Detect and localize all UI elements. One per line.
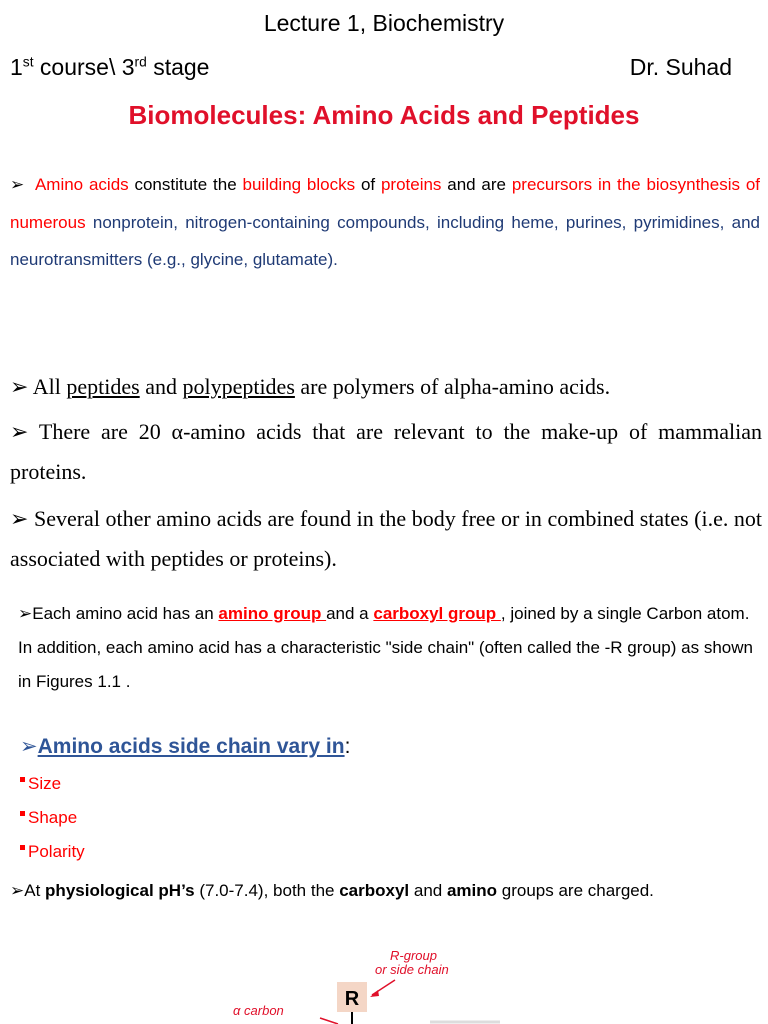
term-building-blocks: building blocks (242, 175, 356, 194)
course-superscript: st (22, 54, 34, 70)
paragraph-text: (7.0-7.4), both the (194, 881, 340, 900)
bullet-text: Several other amino acids are found in the body free or in combined states (i.e. not associated with peptides or proteins). (10, 506, 762, 571)
lecture-title: Lecture 1, Biochemistry (263, 10, 505, 36)
intro-compounds-text: nonprotein, nitrogen-containing compounds, including heme, purines, pyrimidines, and neurotransmitters (e.g., glycine, glutamate). (10, 213, 760, 269)
paragraph-text: and (409, 881, 447, 900)
course-stage-line (10, 54, 209, 81)
bullet-other-amino-acids (10, 499, 762, 578)
paragraph-text: At (24, 881, 46, 900)
figure-alpha-arrow (320, 1018, 338, 1024)
list-item-text: Shape (28, 808, 78, 827)
arrow-bullet-icon: ➢ (10, 375, 29, 400)
term-polypeptides: polypeptides (182, 374, 295, 399)
list-item-size (20, 774, 61, 794)
list-item-text: Size (28, 774, 62, 793)
intro-text: constitute the (128, 175, 243, 194)
bullet-text: All (32, 374, 67, 399)
arrow-bullet-icon: ➢ (10, 881, 25, 901)
side-chain-heading (20, 734, 350, 759)
term-amino-group: amino group (218, 604, 327, 623)
intro-text: and are (441, 175, 512, 194)
main-heading: Biomolecules: Amino Acids and Peptides (128, 100, 640, 130)
stage-superscript: rd (134, 54, 147, 70)
bullet-text: and (139, 374, 183, 399)
heading-colon: : (344, 735, 351, 758)
intro-paragraph (10, 166, 760, 278)
author-name: Dr. Suhad (629, 54, 732, 80)
paragraph-text: Each amino acid has an (32, 604, 219, 623)
physiological-ph-paragraph (10, 878, 760, 904)
figure-r-label: R (344, 988, 360, 1010)
figure-label-alpha-carbon: α carbon (233, 1003, 284, 1018)
course-text: course\ 3 (33, 54, 135, 80)
list-item-shape (20, 808, 77, 828)
figure-label-side-chain: or side chain (375, 962, 449, 977)
figure-arrow-head-icon (370, 990, 379, 997)
term-carboxyl: carboxyl (339, 881, 410, 900)
arrow-bullet-icon: ➢ (10, 507, 29, 532)
arrow-bullet-icon: ➢ (18, 604, 33, 624)
bullet-twenty-amino-acids (10, 412, 762, 491)
stage-text: stage (146, 54, 210, 80)
term-physiological-ph: physiological pH’s (45, 881, 195, 900)
term-amino-acids: Amino acids (34, 175, 129, 194)
figure-label-r-group: R-group (390, 948, 437, 963)
paragraph-text: and a (326, 604, 374, 623)
term-amino: amino (446, 881, 498, 900)
paragraph-text: , joined by a single Carbon atom. In addition, each amino acid has a characteristic "side chain" (often called the -R group) as shown in Figures 1.1 . (18, 604, 753, 691)
bullet-peptides (10, 367, 762, 407)
intro-text: of (355, 175, 381, 194)
square-bullet-icon (20, 811, 25, 816)
side-chain-heading-text: Amino acids side chain vary in (37, 735, 345, 758)
amino-acid-structure-figure (0, 940, 768, 1024)
term-peptides: peptides (66, 374, 140, 399)
term-precursors: precursors in the biosynthesis of numerous (10, 175, 760, 232)
term-proteins: proteins (380, 175, 442, 194)
term-carboxyl-group: carboxyl group (373, 604, 501, 623)
list-item-polarity (20, 842, 85, 862)
arrow-bullet-icon: ➢ (10, 175, 25, 195)
square-bullet-icon (20, 845, 25, 850)
paragraph-text: groups are charged. (497, 881, 654, 900)
list-item-text: Polarity (28, 842, 85, 861)
bullet-text: There are 20 α-amino acids that are relevant to the make-up of mammalian proteins. (10, 419, 762, 484)
bullet-text: are polymers of alpha-amino acids. (294, 374, 611, 399)
amino-group-paragraph (18, 597, 760, 699)
arrow-bullet-icon: ➢ (20, 734, 38, 758)
arrow-bullet-icon: ➢ (10, 420, 29, 445)
square-bullet-icon (20, 777, 25, 782)
course-number: 1 (10, 54, 23, 80)
